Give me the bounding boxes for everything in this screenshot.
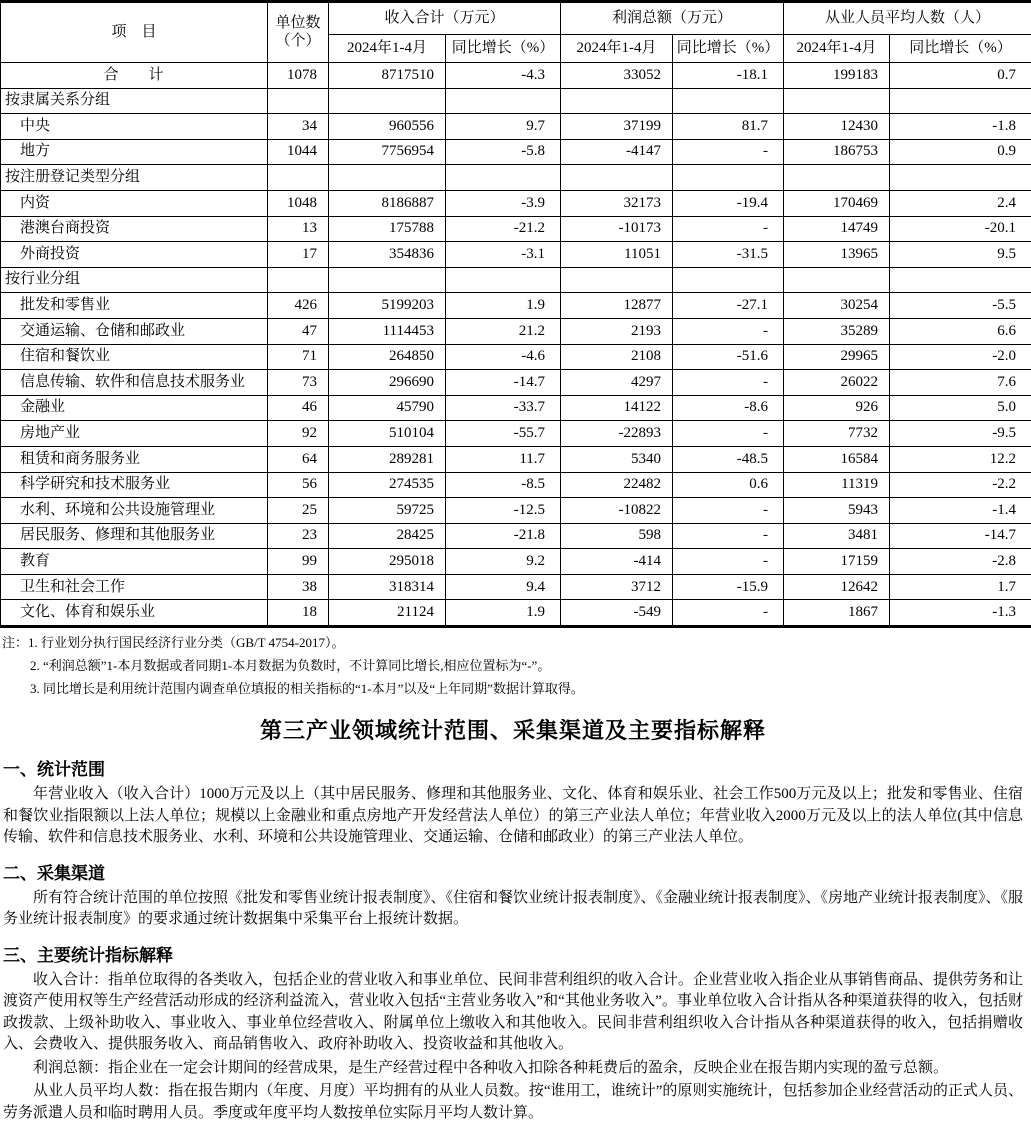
row-value-cell: -2.8 — [890, 549, 1031, 575]
row-label: 卫生和社会工作 — [1, 574, 268, 600]
table-row — [1, 370, 1031, 396]
row-value-cell: 11319 — [784, 472, 890, 498]
row-value-cell: -414 — [561, 549, 673, 575]
row-label: 水利、环境和公共设施管理业 — [1, 498, 268, 524]
stats-table-body — [1, 63, 1031, 627]
row-value-cell: 264850 — [329, 344, 446, 370]
row-value-cell: 5340 — [561, 446, 673, 472]
row-value-cell: 1.7 — [890, 574, 1031, 600]
row-value-cell: 92 — [268, 421, 329, 447]
table-row — [1, 165, 1031, 191]
section-indicators — [3, 941, 1023, 1124]
row-value-cell: 289281 — [329, 446, 446, 472]
table-row — [1, 318, 1031, 344]
table-row — [1, 216, 1031, 242]
row-label: 居民服务、修理和其他服务业 — [1, 523, 268, 549]
row-value-cell: -3.1 — [446, 242, 561, 268]
col-header-staff-yoy: 同比增长（%） — [890, 35, 1031, 63]
row-value-cell: -19.4 — [673, 190, 784, 216]
row-value-cell: 35289 — [784, 318, 890, 344]
row-value-cell: 7756954 — [329, 139, 446, 165]
row-value-cell: - — [673, 318, 784, 344]
row-value-cell: -5.8 — [446, 139, 561, 165]
row-value-cell: -10173 — [561, 216, 673, 242]
row-label: 内资 — [1, 190, 268, 216]
col-header-profit-period: 2024年1-4月 — [561, 35, 673, 63]
row-value-cell: -20.1 — [890, 216, 1031, 242]
note-line-2: 2. “利润总额”1-本月数据或者同期1-本月数据为负数时，不计算同比增长,相应位置标为“-”。 — [0, 654, 1031, 677]
row-value-cell: 29965 — [784, 344, 890, 370]
row-value-cell: -21.2 — [446, 216, 561, 242]
row-value-cell: 598 — [561, 523, 673, 549]
row-value-cell — [673, 88, 784, 114]
table-row — [1, 421, 1031, 447]
indicator-profit-paragraph: 利润总额：指企业在一定会计期间的经营成果，是生产经营过程中各种收入扣除各种耗费后的盈余，反映企业在报告期内实现的盈亏总额。 — [3, 1058, 1023, 1080]
row-value-cell: -14.7 — [890, 523, 1031, 549]
row-value-cell: 23 — [268, 523, 329, 549]
row-value-cell: -3.9 — [446, 190, 561, 216]
row-value-cell: 5943 — [784, 498, 890, 524]
row-value-cell: 22482 — [561, 472, 673, 498]
row-value-cell — [561, 165, 673, 191]
note-line-1: 注：1. 行业划分执行国民经济行业分类（GB/T 4754-2017）。 — [0, 631, 1031, 654]
row-value-cell — [268, 88, 329, 114]
row-value-cell: 17159 — [784, 549, 890, 575]
unit-count-line2: （个） — [275, 33, 320, 49]
row-value-cell: -51.6 — [673, 344, 784, 370]
section-collection-paragraph: 所有符合统计范围的单位按照《批发和零售业统计报表制度》、《住宿和餐饮业统计报表制度》、《金融业统计报表制度》、《房地产业统计报表制度》、《服务业统计报表制度》的要求通过统计数据集中采集平台上报统计数据。 — [3, 888, 1023, 931]
row-value-cell: 30254 — [784, 293, 890, 319]
col-header-revenue-yoy: 同比增长（%） — [446, 35, 561, 63]
row-value-cell: - — [673, 523, 784, 549]
row-value-cell: 9.2 — [446, 549, 561, 575]
row-value-cell: 0.6 — [673, 472, 784, 498]
row-value-cell: 926 — [784, 395, 890, 421]
row-value-cell: 5199203 — [329, 293, 446, 319]
indicator-staff-paragraph: 从业人员平均人数：指在报告期内（年度、月度）平均拥有的从业人员数。按“谁用工，谁统计”的原则实施统计，包括参加企业经营活动的正式人员、劳务派遣人员和临时聘用人员。季度或年度平均人数按单位实际月平均人数计算。 — [3, 1081, 1023, 1124]
row-value-cell: 16584 — [784, 446, 890, 472]
row-value-cell: - — [673, 600, 784, 627]
row-value-cell: -4147 — [561, 139, 673, 165]
row-value-cell: 2108 — [561, 344, 673, 370]
row-value-cell: 1867 — [784, 600, 890, 627]
row-value-cell — [446, 267, 561, 293]
row-value-cell: 7.6 — [890, 370, 1031, 396]
row-label: 按行业分组 — [1, 267, 268, 293]
col-group-profit: 利润总额（万元） — [561, 2, 784, 35]
row-value-cell: -8.5 — [446, 472, 561, 498]
row-label: 中央 — [1, 114, 268, 140]
row-value-cell: 960556 — [329, 114, 446, 140]
section-indicators-heading: 三、主要统计指标解释 — [3, 941, 1023, 966]
row-label: 房地产业 — [1, 421, 268, 447]
row-label: 按隶属关系分组 — [1, 88, 268, 114]
row-value-cell: 1.9 — [446, 293, 561, 319]
row-value-cell: 45790 — [329, 395, 446, 421]
row-value-cell: - — [673, 139, 784, 165]
section-collection — [3, 859, 1023, 931]
stats-table-header — [1, 2, 1031, 63]
row-value-cell — [561, 267, 673, 293]
row-value-cell: 34 — [268, 114, 329, 140]
row-value-cell: 99 — [268, 549, 329, 575]
row-value-cell: 64 — [268, 446, 329, 472]
row-value-cell — [784, 267, 890, 293]
row-label: 租赁和商务服务业 — [1, 446, 268, 472]
table-row — [1, 114, 1031, 140]
table-row — [1, 574, 1031, 600]
row-value-cell: 8186887 — [329, 190, 446, 216]
row-value-cell: 318314 — [329, 574, 446, 600]
row-value-cell — [268, 267, 329, 293]
row-label: 住宿和餐饮业 — [1, 344, 268, 370]
row-value-cell: -8.6 — [673, 395, 784, 421]
row-value-cell: -1.3 — [890, 600, 1031, 627]
row-label: 批发和零售业 — [1, 293, 268, 319]
row-value-cell: 28425 — [329, 523, 446, 549]
table-row — [1, 63, 1031, 89]
table-row — [1, 267, 1031, 293]
row-value-cell: 17 — [268, 242, 329, 268]
section-scope-heading: 一、统计范围 — [3, 755, 1023, 780]
article-title: 第三产业领域统计范围、采集渠道及主要指标解释 — [3, 714, 1023, 745]
row-value-cell: 73 — [268, 370, 329, 396]
explanation-article — [0, 714, 1031, 1124]
row-value-cell — [673, 165, 784, 191]
table-row — [1, 190, 1031, 216]
row-value-cell: 199183 — [784, 63, 890, 89]
table-row — [1, 446, 1031, 472]
row-value-cell: - — [673, 549, 784, 575]
row-value-cell — [890, 267, 1031, 293]
row-value-cell: 274535 — [329, 472, 446, 498]
row-value-cell — [784, 165, 890, 191]
row-value-cell: 1.9 — [446, 600, 561, 627]
row-label: 港澳台商投资 — [1, 216, 268, 242]
row-value-cell: 170469 — [784, 190, 890, 216]
col-header-profit-yoy: 同比增长（%） — [673, 35, 784, 63]
row-value-cell: - — [673, 421, 784, 447]
table-row — [1, 549, 1031, 575]
row-value-cell: 13 — [268, 216, 329, 242]
col-header-staff-period: 2024年1-4月 — [784, 35, 890, 63]
row-value-cell: 59725 — [329, 498, 446, 524]
row-value-cell: -2.2 — [890, 472, 1031, 498]
row-value-cell: -14.7 — [446, 370, 561, 396]
table-row — [1, 88, 1031, 114]
row-value-cell: -1.4 — [890, 498, 1031, 524]
table-row — [1, 242, 1031, 268]
col-header-item: 项 目 — [1, 2, 268, 63]
row-value-cell: - — [673, 498, 784, 524]
row-value-cell: -22893 — [561, 421, 673, 447]
row-label: 金融业 — [1, 395, 268, 421]
table-row — [1, 139, 1031, 165]
row-value-cell: -21.8 — [446, 523, 561, 549]
row-label: 交通运输、仓储和邮政业 — [1, 318, 268, 344]
row-value-cell: 8717510 — [329, 63, 446, 89]
row-label: 文化、体育和娱乐业 — [1, 600, 268, 627]
row-value-cell — [890, 88, 1031, 114]
table-row — [1, 395, 1031, 421]
row-value-cell — [673, 267, 784, 293]
row-value-cell: -1.8 — [890, 114, 1031, 140]
row-value-cell — [561, 88, 673, 114]
row-value-cell: 32173 — [561, 190, 673, 216]
row-label: 教育 — [1, 549, 268, 575]
row-value-cell: -4.6 — [446, 344, 561, 370]
row-value-cell: -9.5 — [890, 421, 1031, 447]
row-value-cell: -48.5 — [673, 446, 784, 472]
row-value-cell: 2.4 — [890, 190, 1031, 216]
row-value-cell: -4.3 — [446, 63, 561, 89]
row-value-cell: 0.9 — [890, 139, 1031, 165]
row-value-cell: -12.5 — [446, 498, 561, 524]
row-value-cell: 0.7 — [890, 63, 1031, 89]
row-value-cell: 14122 — [561, 395, 673, 421]
section-scope-paragraph: 年营业收入（收入合计）1000万元及以上（其中居民服务、修理和其他服务业、文化、体育和娱乐业、社会工作500万元及以上；批发和零售业、住宿和餐饮业指限额以上法人单位；规模以上金融业和重点房地产开发经营法人单位）的第三产业法人单位；年营业收入2000万元及以上的法人单位(其中信息传输、软件和信息技术服务业、水利、环境和公共设施管理业、交通运输、仓储和邮政业）的第三产业法人单位。 — [3, 784, 1023, 849]
row-value-cell: 175788 — [329, 216, 446, 242]
table-row — [1, 498, 1031, 524]
section-scope — [3, 755, 1023, 849]
row-value-cell: 14749 — [784, 216, 890, 242]
row-value-cell: 12642 — [784, 574, 890, 600]
row-value-cell: 47 — [268, 318, 329, 344]
row-value-cell: 9.5 — [890, 242, 1031, 268]
note-line-3: 3. 同比增长是利用统计范围内调查单位填报的相关指标的“1-本月”以及“上年同期”数据计算取得。 — [0, 677, 1031, 700]
row-value-cell: 3712 — [561, 574, 673, 600]
row-value-cell: -2.0 — [890, 344, 1031, 370]
row-label: 合 计 — [1, 63, 268, 89]
row-value-cell: 1044 — [268, 139, 329, 165]
row-value-cell: 11.7 — [446, 446, 561, 472]
row-value-cell: 1048 — [268, 190, 329, 216]
row-value-cell: -33.7 — [446, 395, 561, 421]
row-value-cell: 21124 — [329, 600, 446, 627]
row-value-cell: 9.7 — [446, 114, 561, 140]
row-value-cell: 26022 — [784, 370, 890, 396]
col-header-revenue-period: 2024年1-4月 — [329, 35, 446, 63]
row-value-cell: -31.5 — [673, 242, 784, 268]
row-value-cell: -549 — [561, 600, 673, 627]
section-collection-heading: 二、采集渠道 — [3, 859, 1023, 884]
row-value-cell: 38 — [268, 574, 329, 600]
row-value-cell: 11051 — [561, 242, 673, 268]
row-value-cell: 354836 — [329, 242, 446, 268]
row-value-cell: -15.9 — [673, 574, 784, 600]
row-value-cell: 71 — [268, 344, 329, 370]
row-value-cell: 1114453 — [329, 318, 446, 344]
row-value-cell: 12430 — [784, 114, 890, 140]
row-value-cell: 37199 — [561, 114, 673, 140]
row-label: 按注册登记类型分组 — [1, 165, 268, 191]
col-group-revenue: 收入合计（万元） — [329, 2, 561, 35]
row-value-cell: 4297 — [561, 370, 673, 396]
row-value-cell: -27.1 — [673, 293, 784, 319]
row-value-cell: 2193 — [561, 318, 673, 344]
col-group-staff: 从业人员平均人数（人） — [784, 2, 1031, 35]
table-row — [1, 293, 1031, 319]
row-label: 信息传输、软件和信息技术服务业 — [1, 370, 268, 396]
row-value-cell: 12.2 — [890, 446, 1031, 472]
row-value-cell — [890, 165, 1031, 191]
row-value-cell: 296690 — [329, 370, 446, 396]
table-row — [1, 600, 1031, 627]
row-label: 地方 — [1, 139, 268, 165]
row-value-cell: -5.5 — [890, 293, 1031, 319]
row-value-cell: -10822 — [561, 498, 673, 524]
unit-count-line1: 单位数 — [275, 15, 320, 31]
row-value-cell: 18 — [268, 600, 329, 627]
row-value-cell: 33052 — [561, 63, 673, 89]
row-value-cell: 1078 — [268, 63, 329, 89]
row-value-cell: 46 — [268, 395, 329, 421]
row-value-cell: 7732 — [784, 421, 890, 447]
row-value-cell: - — [673, 216, 784, 242]
table-row — [1, 344, 1031, 370]
row-value-cell: 12877 — [561, 293, 673, 319]
row-value-cell: 510104 — [329, 421, 446, 447]
row-value-cell — [446, 88, 561, 114]
row-value-cell — [329, 165, 446, 191]
row-value-cell: 21.2 — [446, 318, 561, 344]
row-value-cell: 81.7 — [673, 114, 784, 140]
indicator-revenue-paragraph: 收入合计：指单位取得的各类收入，包括企业的营业收入和事业单位、民间非营利组织的收入合计。企业营业收入指企业从事销售商品、提供劳务和让渡资产使用权等生产经营活动形成的经济利益流入，营业收入包括“主营业务收入”和“其他业务收入”。事业单位收入合计指从各种渠道获得的收入，包括财政拨款、上级补助收入、事业收入、事业单位经营收入、附属单位上缴收入和其他收入。民间非营利组织收入合计指从各种渠道获得的收入，包括捐赠收入、会费收入、提供服务收入、商品销售收入、政府补助收入、投资收益和其他收入。 — [3, 970, 1023, 1056]
row-value-cell: 56 — [268, 472, 329, 498]
row-value-cell: 3481 — [784, 523, 890, 549]
row-value-cell: 5.0 — [890, 395, 1031, 421]
row-label: 科学研究和技术服务业 — [1, 472, 268, 498]
row-value-cell: - — [673, 370, 784, 396]
table-row — [1, 472, 1031, 498]
table-notes — [0, 631, 1031, 700]
row-value-cell — [268, 165, 329, 191]
row-value-cell: 295018 — [329, 549, 446, 575]
row-value-cell: -55.7 — [446, 421, 561, 447]
row-value-cell — [446, 165, 561, 191]
table-row — [1, 523, 1031, 549]
row-value-cell — [329, 267, 446, 293]
row-value-cell: -18.1 — [673, 63, 784, 89]
row-value-cell — [329, 88, 446, 114]
row-value-cell — [784, 88, 890, 114]
row-value-cell: 6.6 — [890, 318, 1031, 344]
row-value-cell: 186753 — [784, 139, 890, 165]
col-header-unit-count — [268, 2, 329, 63]
row-label: 外商投资 — [1, 242, 268, 268]
row-value-cell: 13965 — [784, 242, 890, 268]
row-value-cell: 426 — [268, 293, 329, 319]
row-value-cell: 9.4 — [446, 574, 561, 600]
row-value-cell: 25 — [268, 498, 329, 524]
